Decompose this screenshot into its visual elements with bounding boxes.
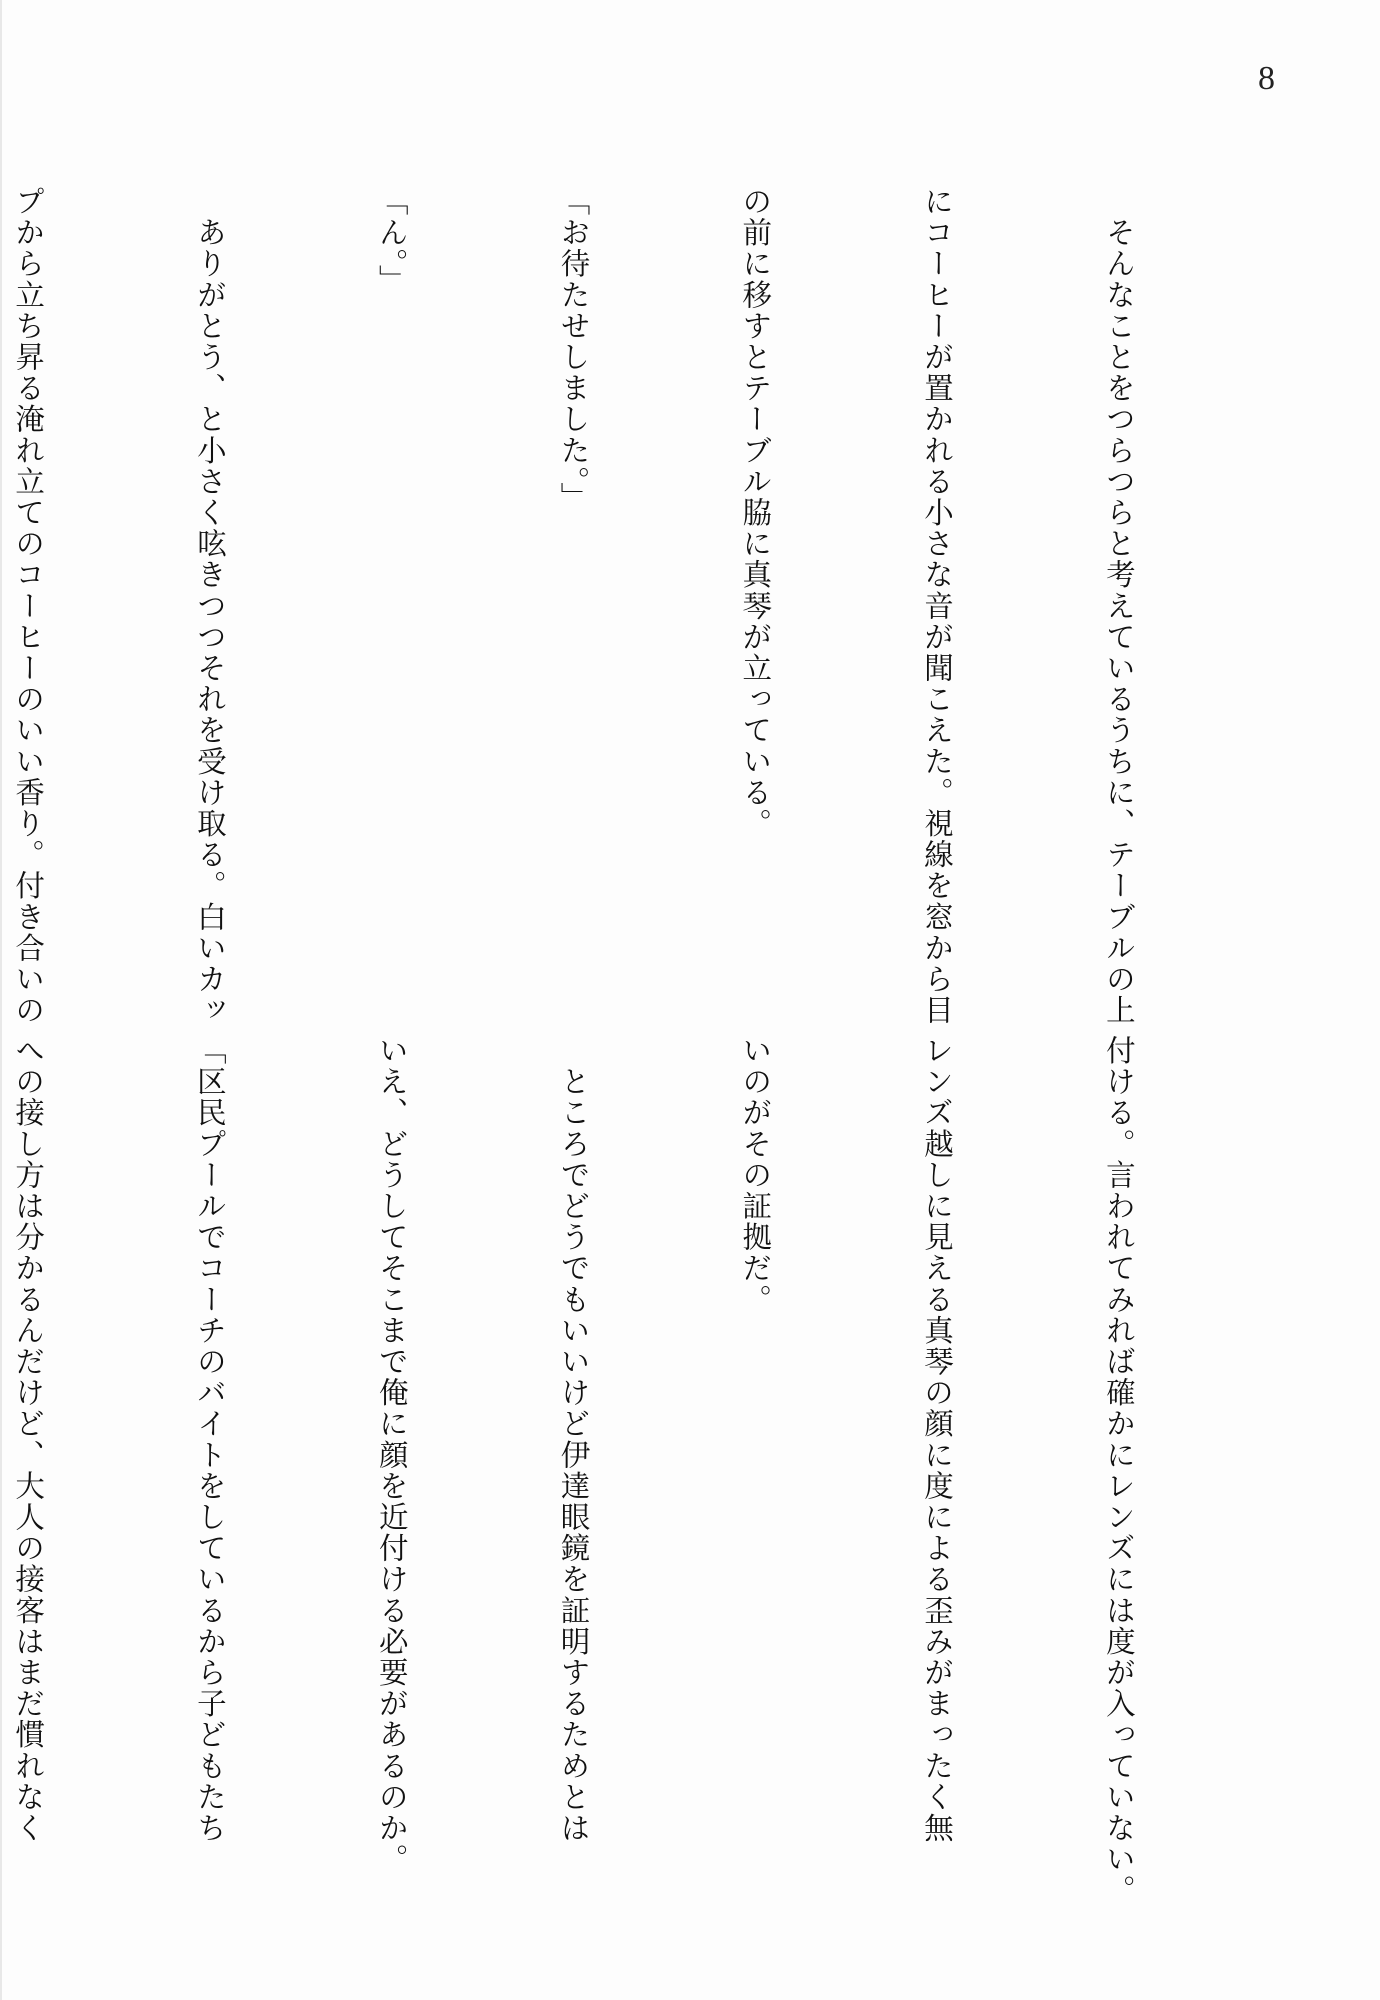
text-line: いのがその証拠だ。: [738, 1035, 773, 1315]
text-line: レンズ越しに見える真琴の顔に度による歪みがまったく無: [920, 1035, 955, 1844]
text-line: の前に移すとテーブル脇に真琴が立っている。: [738, 186, 773, 840]
upper-text-block: [0, 186, 1270, 1026]
text-line: ありがとう、と小さく呟きつつそれを受け取る。白いカッ: [192, 186, 227, 1026]
text-line: 「ん。」: [374, 186, 409, 296]
text-line: にコーヒーが置かれる小さな音が聞こえた。視線を窓から目: [920, 186, 955, 1026]
lower-text-block: [0, 1035, 1270, 1906]
text-line: ところでどうでもいいけど伊達眼鏡を証明するためとは: [556, 1035, 591, 1844]
upper-text-tier: [0, 186, 1380, 1026]
text-line: 「お待たせしました。」: [556, 186, 591, 514]
text-line: プから立ち昇る淹れ立てのコーヒーのいい香り。付き合いの: [11, 186, 46, 1026]
text-line: 付ける。言われてみれば確かにレンズには度が入っていない。: [1101, 1035, 1136, 1906]
lower-text-tier: [0, 1035, 1380, 1906]
page-number: 8: [1258, 60, 1275, 97]
text-line: そんなことをつらつらと考えているうちに、テーブルの上: [1101, 186, 1136, 1026]
text-line: 「区民プールでコーチのバイトをしているから子どもたち: [192, 1035, 227, 1844]
text-line: への接し方は分かるんだけど、大人の接客はまだ慣れなく: [11, 1035, 46, 1844]
text-line: いえ、どうしてそこまで俺に顔を近付ける必要があるのか。: [374, 1035, 409, 1875]
